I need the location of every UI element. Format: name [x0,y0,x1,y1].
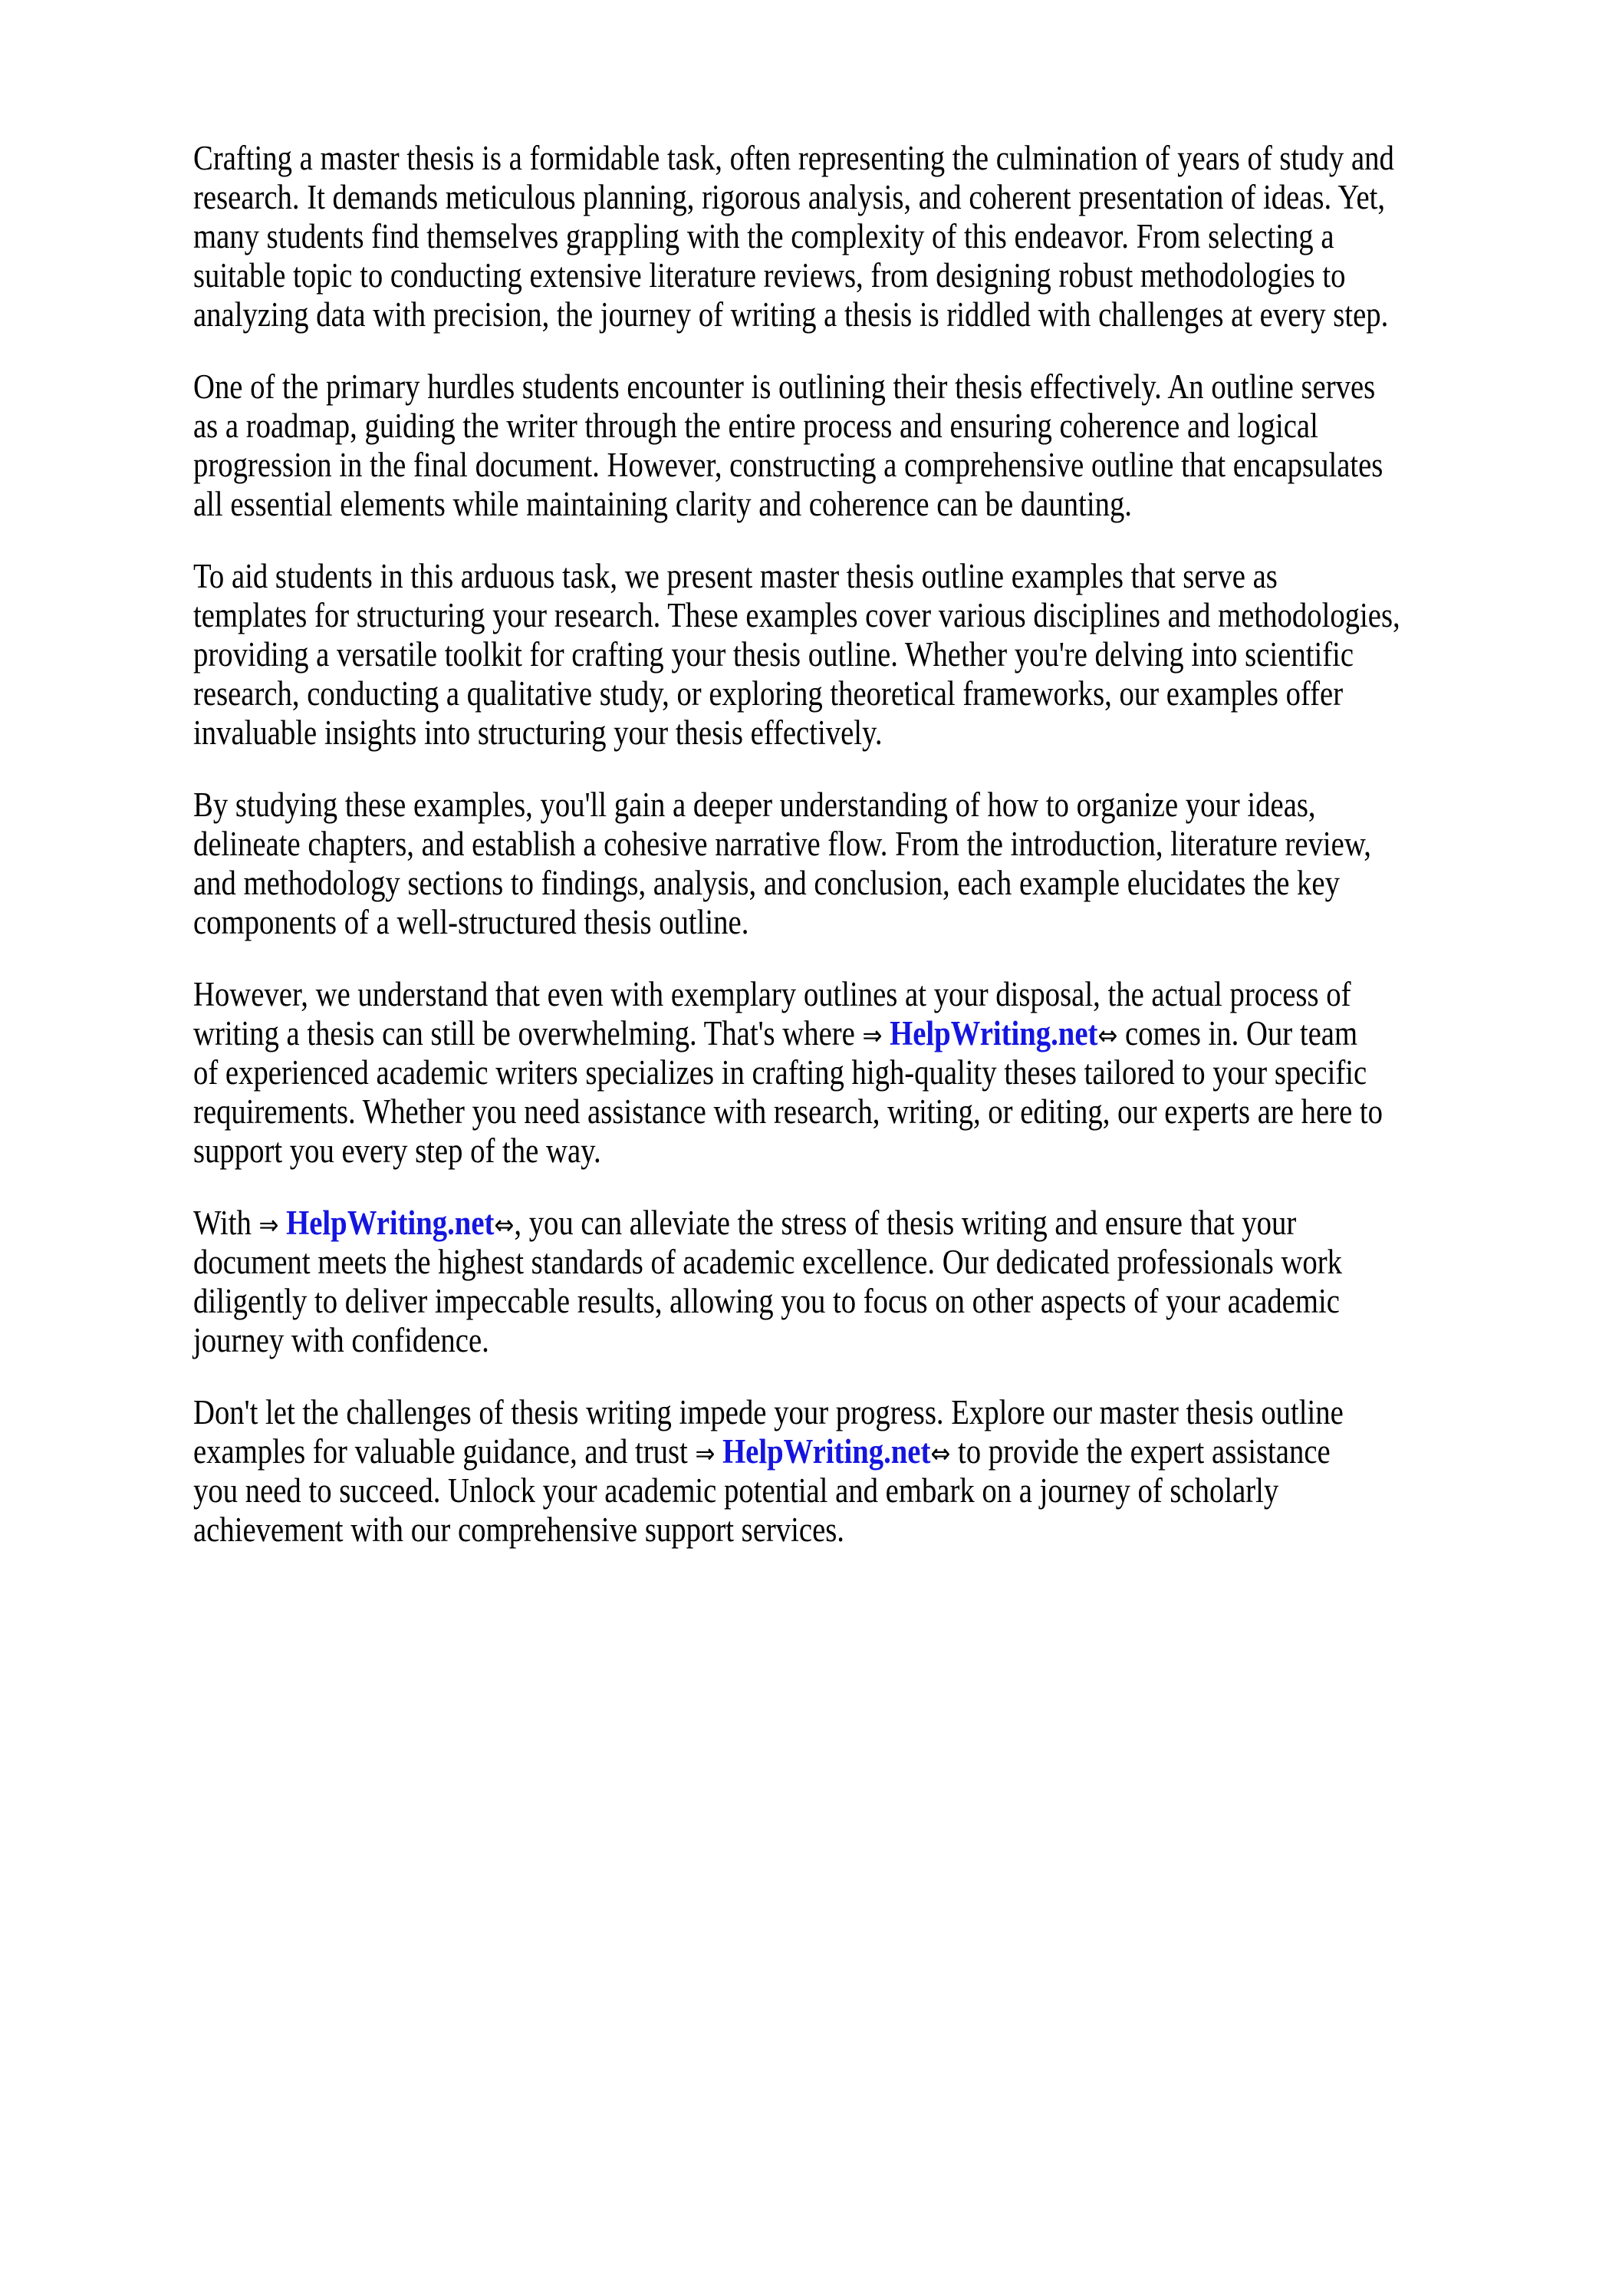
paragraph [193,1204,1574,1360]
text-span: One of the primary hurdles students encounter is outlining their thesis effectively. An outline serves [193,367,1376,406]
text-line [193,1510,1380,1550]
text-span: progression in the final document. However, constructing a comprehensive outline that encapsulates [193,446,1383,484]
text-span: suitable topic to conducting extensive literature reviews, from designing robust methodologies to [193,256,1346,295]
text-span: research, conducting a qualitative study, or exploring theoretical frameworks, our examples offer [193,674,1344,713]
text-line [193,674,1380,713]
text-line [193,1204,1380,1243]
text-line [193,256,1380,295]
text-line [193,1321,1380,1360]
text-span: document meets the highest standards of academic excellence. Our dedicated professionals work [193,1243,1343,1281]
double-arrow-icon: ⇔ [930,1438,951,1470]
text-line [193,178,1386,217]
helpwriting-link[interactable]: HelpWriting.net [890,1014,1098,1052]
text-span: examples for valuable guidance, and trust [193,1432,696,1471]
text-span: support you every step of the way. [193,1132,601,1170]
text-span: of experienced academic writers specializes in crafting high-quality theses tailored to your specific [193,1053,1367,1092]
paragraph [193,139,1574,334]
text-span: you need to succeed. Unlock your academic potential and embark on a journey of scholarly [193,1471,1279,1510]
text-line [193,864,1380,903]
text-span: achievement with our comprehensive support services. [193,1510,844,1549]
text-line [193,1092,1383,1132]
text-span: analyzing data with precision, the journey of writing a thesis is riddled with challenges at every step. [193,295,1389,334]
text-span: all essential elements while maintaining clarity and coherence can be daunting. [193,485,1132,523]
text-line [193,217,1380,256]
text-span: many students find themselves grappling with the complexity of this endeavor. From selecting a [193,217,1334,255]
text-span: writing a thesis can still be overwhelming. That's where [193,1014,863,1052]
text-line [193,1393,1380,1432]
text-span: to provide the expert assistance [950,1432,1331,1471]
text-line [193,596,1400,635]
text-span: and methodology sections to findings, analysis, and conclusion, each example elucidates the key [193,864,1340,902]
text-span: providing a versatile toolkit for crafting your thesis outline. Whether you're delving into scientific [193,635,1354,674]
text-line [193,295,1389,334]
paragraph [193,1393,1574,1550]
helpwriting-link[interactable]: HelpWriting.net [722,1432,931,1471]
text-line [193,1471,1380,1510]
text-span: templates for structuring your research. These examples cover various disciplines and methodologies, [193,596,1400,634]
text-line [193,825,1380,864]
text-span: as a roadmap, guiding the writer through the entire process and ensuring coherence and logical [193,407,1318,445]
text-line [193,1053,1380,1092]
right-arrow-icon: ⇒ [258,1210,279,1241]
paragraph [193,557,1574,753]
text-span: comes in. Our team [1117,1014,1358,1052]
text-span: requirements. Whether you need assistance with research, writing, or editing, our experts are here to [193,1092,1383,1131]
text-span: invaluable insights into structuring your thesis effectively. [193,713,883,752]
text-line [193,786,1380,825]
text-line [193,1432,1380,1471]
document-body [193,139,1574,1583]
text-line [193,975,1380,1014]
text-span [278,1204,286,1242]
text-line [193,367,1380,407]
text-line [193,903,1380,942]
text-span: By studying these examples, you'll gain a deeper understanding of how to organize your ideas, [193,786,1316,824]
text-span: Don't let the challenges of thesis writing impede your progress. Explore our master thesis outline [193,1393,1344,1431]
double-arrow-icon: ⇔ [1097,1020,1118,1052]
text-span: However, we understand that even with exemplary outlines at your disposal, the actual process of [193,975,1351,1013]
text-span [715,1432,722,1471]
text-line [193,713,1380,753]
text-line [193,1014,1380,1053]
text-line [193,635,1380,674]
text-line [193,139,1394,178]
text-span: With [193,1204,259,1242]
text-span: Crafting a master thesis is a formidable task, often representing the culmination of years of study and [193,139,1394,177]
text-line [193,1282,1380,1321]
text-line [193,446,1383,485]
text-line [193,1243,1380,1282]
paragraph [193,975,1574,1171]
paragraph [193,786,1574,942]
helpwriting-link[interactable]: HelpWriting.net [286,1204,495,1242]
text-line [193,407,1380,446]
text-span: journey with confidence. [193,1321,489,1359]
double-arrow-icon: ⇔ [494,1210,515,1241]
text-span [882,1014,890,1052]
right-arrow-icon: ⇒ [862,1020,883,1052]
text-line [193,1132,1380,1171]
text-line [193,557,1380,596]
text-span: , you can alleviate the stress of thesis writing and ensure that your [514,1204,1297,1242]
right-arrow-icon: ⇒ [695,1438,716,1470]
paragraph [193,367,1574,524]
text-span: research. It demands meticulous planning, rigorous analysis, and coherent presentation of ideas. Yet, [193,178,1386,216]
text-line [193,485,1380,524]
text-span: components of a well-structured thesis outline. [193,903,749,941]
text-span: To aid students in this arduous task, we present master thesis outline examples that serve as [193,557,1278,595]
text-span: delineate chapters, and establish a cohesive narrative flow. From the introduction, literature review, [193,825,1371,863]
text-span: diligently to deliver impeccable results, allowing you to focus on other aspects of your academic [193,1282,1340,1320]
